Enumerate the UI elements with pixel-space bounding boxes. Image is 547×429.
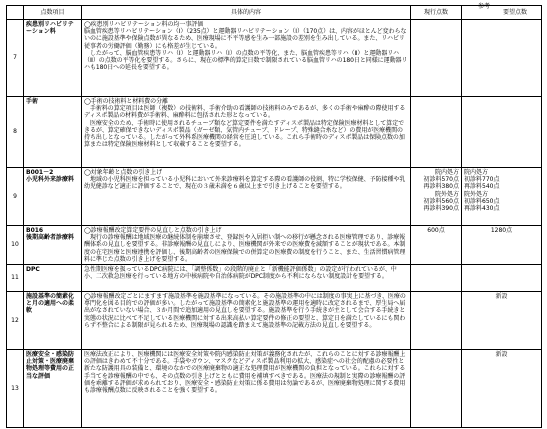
price-line: 院内処方 — [464, 169, 489, 176]
text-line: 急性期医療を扱っているDPC病院には、「調整係数」の段階的廃止と「新機能評価係数」の設定が行われているが、中小、二次救急医療を行っている地方の中核病院や自治体病院がDPC制度から不利にならない制度設計を要望する。 — [84, 266, 397, 281]
row-content — [82, 265, 411, 292]
row-current — [411, 350, 462, 428]
price-line: 再診料390点 — [423, 205, 459, 213]
price-line: 初診料770点 — [464, 176, 500, 184]
price-line: 院外処方 — [434, 190, 459, 198]
table-row — [7, 350, 542, 428]
text-line: B016 — [26, 227, 44, 234]
text-line: ◯対象年齢と点数の引き上げ — [84, 169, 163, 176]
row-current — [411, 292, 462, 350]
price-line: 初診料650点 — [464, 197, 500, 205]
table-body — [7, 20, 542, 428]
row-request — [462, 265, 542, 292]
row-current: 600点 — [411, 226, 462, 265]
header-number — [7, 6, 24, 20]
text-line: ◯手術の技術料と材料費の分離 — [84, 98, 169, 105]
table-row — [7, 265, 542, 292]
row-request: 新設 — [462, 292, 542, 350]
text-line: 地域の小児科医療を担っている小児科において外来診療料を算定する際の看護師の役割、特に学校保健、予防接種や乳幼児健診など適正に評価することで、現在の３歳未満を６歳以上まで引き上げることを要望する。 — [84, 176, 406, 191]
text-line: ◯診療報酬改定ごとにますます施設基準を施設基準になっている。その施設基準の中には制度の事実上に基づき、医療の専門化を図る目的での評価が多い。したがって施設基準の簡素化と施設基準の運用を適時に改定されるまで、厚生局へ届出がなされていない場合、３か月間で追加適用の見直しを要望する。施設基準を行う手続きが主として会合する手続きと実態の状況に比べて不足している医療機関に対する出来高払い算定要件の修正の要望と、算定日を満たしているにも関わらず不整合による制限が見られるため、医療現場の認識を踏まえて施設基準の記載方法の見直しを要望する。 — [84, 293, 406, 329]
header-request: 要望点数 — [462, 6, 542, 20]
table-row — [7, 168, 542, 226]
row-number: 13 — [7, 350, 24, 428]
row-content — [82, 20, 411, 97]
row-content — [82, 168, 411, 226]
table-header-row — [7, 6, 542, 20]
row-item: 医療安全・感染防止対策・医療廃棄物処理等費用の正当な評価 — [24, 350, 82, 428]
row-item — [24, 168, 82, 226]
table-row — [7, 97, 542, 168]
text-line: 後期高齢者診療料 — [26, 234, 75, 242]
header-content: 具体的内容 — [82, 6, 411, 20]
price-line: 再診料540点 — [464, 183, 500, 191]
text-line: 医療安全のため、手術時に使用されるチューブ類など算定要件を満たすディスポ製品は特定保険医療材料として算定できるが、算定確保できないディスポ製品（ガーゼ類、気管内チューブ、ドレープ、特殊縫合糸など）の費用が医療機関の持ち出しとなっている。したがって外科系医療機関の経営を圧迫している。これら手術時のディスポ製品は保険点数の加算または特定保険医療材料として収載することを要望する。 — [84, 119, 405, 149]
text-line: したがって、脳血管疾患等リハ（Ⅰ）と運動器リハ（Ⅰ）の点数の平等化、また、脳血管疾患等リハ（Ⅱ）と運動器リハ（Ⅱ）の点数の平等化を要望する。さらに、現在の標準的算定日数で制限されている脳血管リハの180日と同様に運動器リハも180日への延長を要望する。 — [84, 49, 408, 72]
row-number: 7 — [7, 20, 24, 97]
request-table — [6, 5, 542, 428]
row-number: 12 — [7, 292, 24, 350]
reference-label: 参考 — [478, 3, 491, 10]
row-current — [411, 97, 462, 168]
text-line: 手術料の算定項目は医師（複数）の技術料、手術介助の看護師の技術料のみであるが、多くの手術や麻酔の際使用するディスポ製品の材料費が手術料、麻酔料に包括された形となっている。 — [84, 105, 406, 120]
table-row — [7, 226, 542, 265]
row-current — [411, 20, 462, 97]
text-line: 医療法改正により、医療機関には医療安全対策や院内感染防止対策が義務化されたが、これらのことに対する診療報酬上の評価はきわめて不十分である。手袋やガウン、マスクなどディスポ製品利用の拡大、感染症への社会的配慮の必要性と新たな防護用具の装備と、環境のなかでの医療廃棄物の適正な処理費用が医療機関の負担となっている。これらに対する手当てを診療報酬の中でも、その点数の引き上げとともに費用を補填すべきである。医療法の規制と実際の診療報酬の評価を乖離する評価が求められており、医療安全・感染防止対策に係る費用は勿論であるが、医療廃棄物処理に関する費用も診療報酬点数に反映されることを強く要望する。 — [84, 351, 406, 395]
text-line: 小児科外来診療料 — [26, 176, 75, 184]
row-item: 施設基準の簡素化と月の適用への柔軟 — [24, 292, 82, 350]
row-request — [462, 168, 542, 226]
row-content — [82, 292, 411, 350]
row-number: 11 — [7, 265, 24, 292]
text-line: 現行の診療報酬は地域医療の継続体制を崩壊させ、登録医や入居拒い制への移行が懸念される医療管理であり、診療報酬体系の見直しを要望する。非診療報酬の見直しにより、医療機関が外来での医療費を減額することが現状である。本制度の在宅医療と医療連携を評価し、後期高齢者の医療保険での併算定の医療費の制度を行うこと、また、生活習慣病管理料に準じた点数の引き上げを要望する。 — [84, 234, 406, 263]
text-line: ◯診療報酬改定算定要件の見直しと点数の引き上げ — [84, 227, 222, 234]
row-number: 8 — [7, 97, 24, 168]
row-request — [462, 20, 542, 97]
row-content — [82, 226, 411, 265]
header-current: 現行点数 — [411, 6, 462, 20]
row-content — [82, 97, 411, 168]
row-item: 手術 — [24, 97, 82, 168]
row-content — [82, 350, 411, 428]
text-line: ◯疾患別リハビリテーション料の均一事評価 — [84, 21, 204, 28]
row-current — [411, 168, 462, 226]
price-line: 院内処方 — [434, 169, 459, 176]
price-line: 初診料570点 — [423, 176, 459, 184]
row-item — [24, 226, 82, 265]
row-current — [411, 265, 462, 292]
price-line: 再診料430点 — [464, 205, 500, 213]
row-request — [462, 97, 542, 168]
price-line: 再診料380点 — [423, 183, 459, 191]
row-request: 1280点 — [462, 226, 542, 265]
text-line: B001－2 — [26, 169, 54, 176]
table-row — [7, 20, 542, 97]
row-item: 疾患別リハビリテーション料 — [24, 20, 82, 97]
row-request: 新設 — [462, 350, 542, 428]
text-line: 脳血管疾患等リハビリテーション（Ⅰ）（235点）と運動器リハビリテーション（Ⅰ）（170点）は、内容がほとんど変わらないのに施設基準や保険点数が異なるため、医療現場に不平等感を生み一部施設の差別を生み出している。また、リハビリ従事者の労働評価（勤務）にも格差が生じている。 — [84, 28, 407, 50]
header-item: 点数項目 — [24, 6, 82, 20]
row-item: DPC — [24, 265, 82, 292]
price-line: 院外処方 — [464, 190, 489, 198]
row-number: 10 — [7, 226, 24, 265]
row-number: 9 — [7, 168, 24, 226]
table-row — [7, 292, 542, 350]
price-line: 初診料560点 — [423, 197, 459, 205]
